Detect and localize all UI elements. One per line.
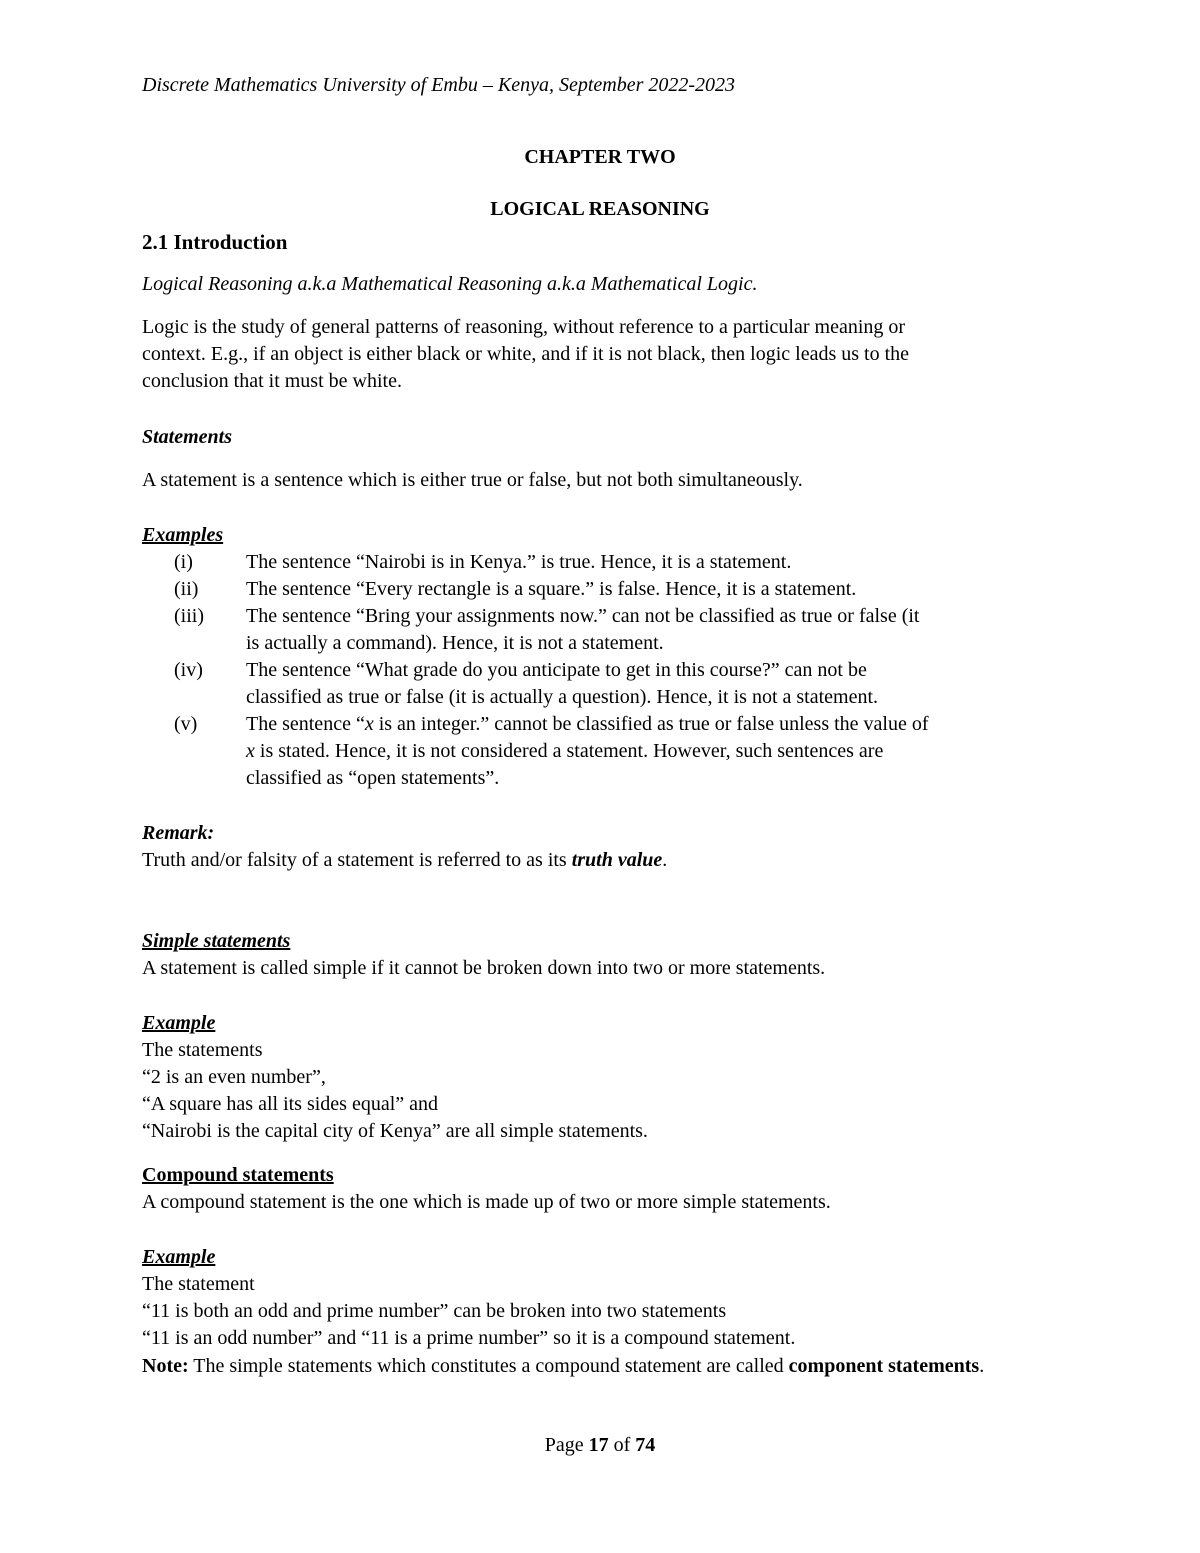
math-variable: x [364,713,374,735]
inline-text: is stated. Hence, it is not considered a statement. However, such sentences are [254,740,884,762]
compound-statements-definition: A compound statement is the one which is made up of two or more simple statements. [142,1191,831,1213]
list-item-text [246,657,1058,711]
truth-value-term: truth value [571,849,663,871]
list-item-text [246,711,1058,792]
list-item [142,603,1058,657]
inline-text: Truth and/or falsity of a statement is referred to as its [142,849,572,871]
note-label: Note: [142,1355,189,1377]
list-item-line: classified as “open statements”. [246,767,500,789]
paragraph-line: context. E.g., if an object is either black or white, and if it is not black, then logic leads us to the [142,343,910,365]
list-item-text [246,603,1058,657]
remark-text [142,847,1058,874]
chapter-title: LOGICAL REASONING [490,198,710,220]
page-total: 74 [635,1434,656,1456]
section-heading: 2.1 Introduction [142,230,288,254]
inline-text: . [979,1355,985,1377]
chapter-label: CHAPTER TWO [524,146,676,168]
simple-statements-heading: Simple statements [142,930,291,952]
list-item-line: The sentence “Nairobi is in Kenya.” is true. Hence, it is a statement. [246,551,792,573]
list-item-text [246,549,1058,576]
page-number: 17 [588,1434,609,1456]
example-line: “11 is both an odd and prime number” can be broken into two statements [142,1300,727,1322]
example-line: “11 is an odd number” and “11 is a prime number” so it is a compound statement. [142,1327,796,1349]
page-footer [142,1432,1058,1459]
simple-statements-definition: A statement is called simple if it cannot be broken down into two or more statements. [142,957,826,979]
list-item-text [246,576,1058,603]
paragraph-line: conclusion that it must be white. [142,370,402,392]
component-statements-term: component statements [788,1355,980,1377]
inline-text: The simple statements which constitutes a compound statement are called [188,1355,789,1377]
list-item [142,549,1058,576]
example-line: “A square has all its sides equal” and [142,1093,439,1115]
inline-text: is an integer.” cannot be classified as true or false unless the value of [373,713,929,735]
example-heading: Example [142,1246,216,1268]
list-item [142,576,1058,603]
list-item-line [246,738,1058,765]
list-item-number: (ii) [174,578,199,600]
list-item-line: The sentence “Bring your assignments now.” can not be classified as true or false (it [246,605,920,627]
inline-text: Page [544,1434,589,1456]
statements-heading: Statements [142,426,233,448]
list-item-line: The sentence “Every rectangle is a square.” is false. Hence, it is a statement. [246,578,857,600]
aka-line: Logical Reasoning a.k.a Mathematical Reasoning a.k.a Mathematical Logic. [142,273,758,295]
list-item-line: The sentence “What grade do you anticipate to get in this course?” can not be [246,659,867,681]
example-line: “2 is an even number”, [142,1066,326,1088]
list-item [142,711,1058,792]
running-header: Discrete Mathematics University of Embu – Kenya, September 2022-2023 [142,74,736,96]
example-heading: Example [142,1012,216,1034]
example-block [142,1037,1058,1145]
example-line: “Nairobi is the capital city of Kenya” are all simple statements. [142,1120,648,1142]
compound-statements-heading: Compound statements [142,1164,334,1186]
example-line: The statement [142,1273,255,1295]
math-variable: x [246,740,255,762]
logic-paragraph [142,314,1058,395]
examples-heading: Examples [142,524,224,546]
example-line: The statements [142,1039,263,1061]
list-item-number: (i) [174,551,193,573]
inline-text: The sentence “ [246,713,365,735]
list-item-line [246,711,1058,738]
list-item-number: (v) [174,713,198,735]
inline-text: of [608,1434,636,1456]
examples-list [142,549,1058,792]
statement-definition: A statement is a sentence which is either true or false, but not both simultaneously. [142,469,803,491]
list-item-line: classified as true or false (it is actually a question). Hence, it is not a statement. [246,686,879,708]
example-block [142,1271,1058,1352]
list-item-number: (iv) [174,659,203,681]
inline-text: . [662,849,668,871]
remark-heading: Remark: [142,822,215,844]
list-item [142,657,1058,711]
paragraph-line: Logic is the study of general patterns of reasoning, without reference to a particular meaning or [142,316,906,338]
list-item-line: is actually a command). Hence, it is not a statement. [246,632,664,654]
note-text [142,1353,1058,1380]
list-item-number: (iii) [174,605,204,627]
